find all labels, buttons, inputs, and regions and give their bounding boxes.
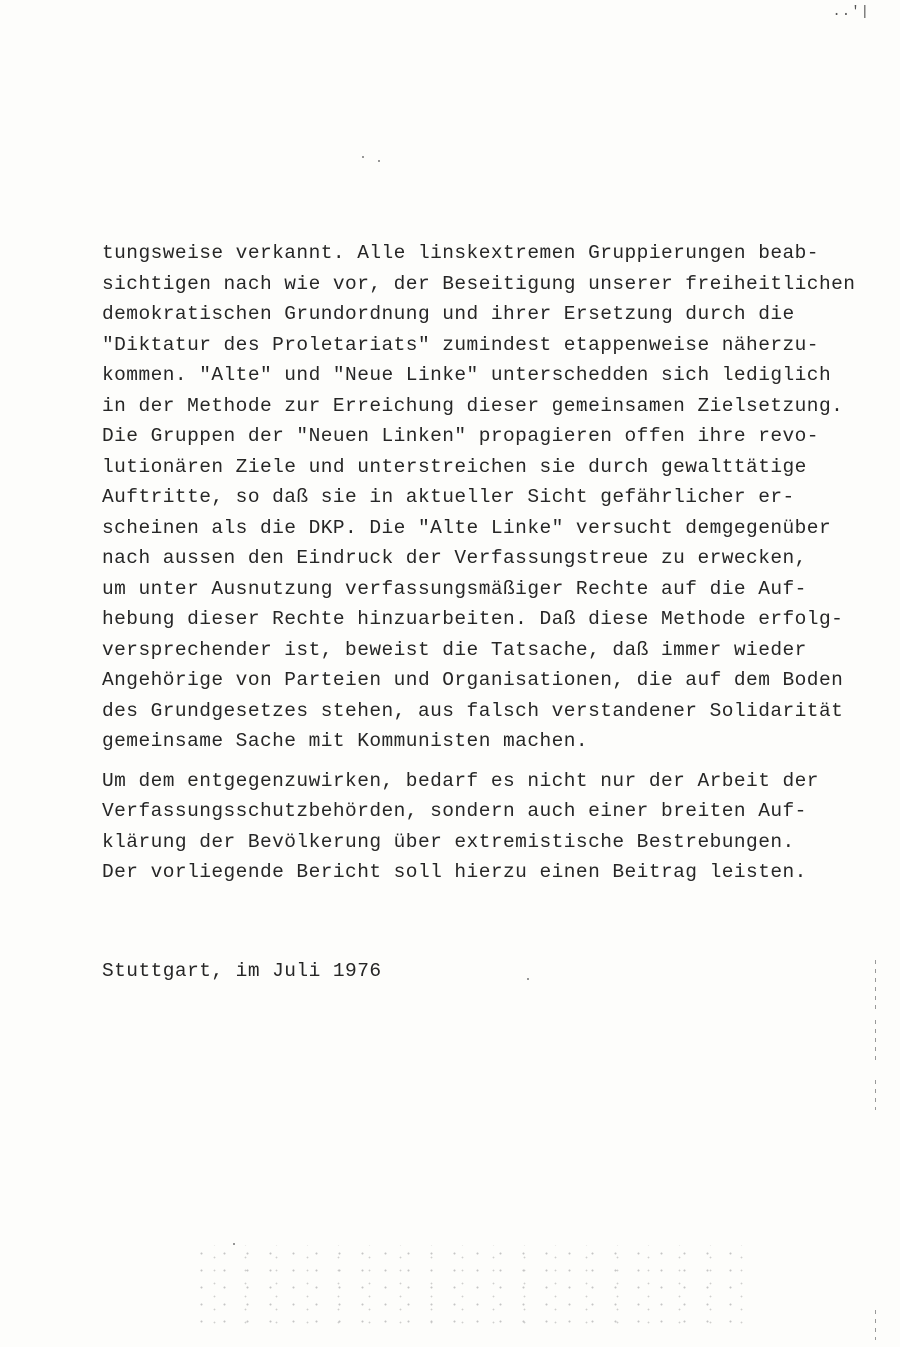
text-line: nach aussen den Eindruck der Verfassungstreue zu erwecken, <box>102 547 807 569</box>
text-line: lutionären Ziele und unterstreichen sie durch gewalttätige <box>102 455 807 478</box>
scan-edge-mark <box>875 960 876 1010</box>
text-line: des Grundgesetzes stehen, aus falsch verstandener Solidarität <box>102 699 844 722</box>
text-line: gemeinsame Sache mit Kommunisten machen. <box>102 730 589 752</box>
text-line: tungsweise verkannt. Alle linskextremen Gruppierungen beab- <box>102 242 819 264</box>
text-line: Angehörige von Parteien und Organisationen, die auf dem Boden <box>102 669 844 691</box>
scan-noise <box>190 1245 750 1330</box>
text-line: "Diktatur des Proletariats" zumindest etappenweise näherzu- <box>102 333 819 356</box>
scan-edge-mark <box>875 1080 876 1110</box>
paragraph-1 <box>102 238 882 757</box>
text-line: um unter Ausnutzung verfassungsmäßiger Rechte auf die Auf- <box>102 577 807 600</box>
text-line: Um dem entgegenzuwirken, bedarf es nicht nur der Arbeit der <box>102 769 819 792</box>
text-line: demokratischen Grundordnung und ihrer Ersetzung durch die <box>102 303 795 325</box>
scan-speck <box>378 160 380 162</box>
text-line: hebung dieser Rechte hinzuarbeiten. Daß diese Methode erfolg- <box>102 608 844 630</box>
paragraph-gap <box>102 757 882 766</box>
text-line: kommen. "Alte" und "Neue Linke" unterschedden sich lediglich <box>102 364 832 386</box>
text-line: Die Gruppen der "Neuen Linken" propagieren offen ihre revo- <box>102 425 819 447</box>
text-line: Auftritte, so daß sie in aktueller Sicht gefährlicher er- <box>102 486 795 508</box>
text-line: Der vorliegende Bericht soll hierzu einen Beitrag leisten. <box>102 861 807 883</box>
scan-speck <box>362 156 364 158</box>
paragraph-2 <box>102 766 882 888</box>
scan-edge-mark <box>875 1020 876 1060</box>
text-line: versprechender ist, beweist die Tatsache, daß immer wieder <box>102 638 807 661</box>
text-line: in der Methode zur Erreichung dieser gemeinsamen Zielsetzung. <box>102 394 844 417</box>
corner-mark: ..'| <box>832 4 870 20</box>
text-line: klärung der Bevölkerung über extremistische Bestrebungen. <box>102 830 795 853</box>
text-line: Verfassungsschutzbehörden, sondern auch einer breiten Auf- <box>102 800 807 822</box>
body-text <box>102 238 882 888</box>
dateline: Stuttgart, im Juli 1976 <box>102 960 382 982</box>
text-line: sichtigen nach wie vor, der Beseitigung unserer freiheitlichen <box>102 272 856 295</box>
text-line: scheinen als die DKP. Die "Alte Linke" versucht demgegenüber <box>102 516 832 539</box>
scan-speck <box>527 978 529 980</box>
scan-edge-mark <box>875 1310 876 1340</box>
